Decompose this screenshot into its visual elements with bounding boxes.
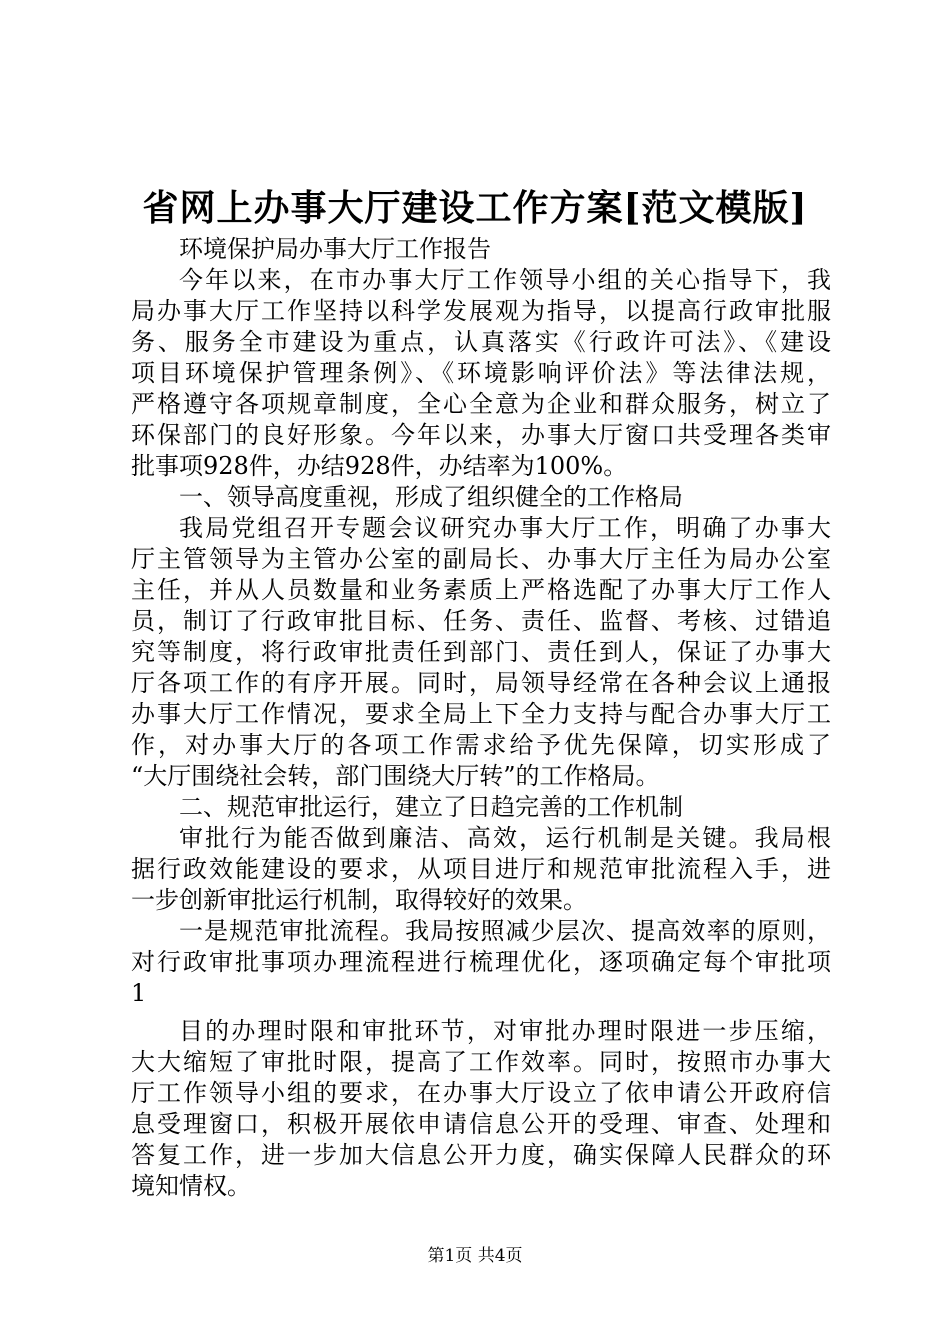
body-line: 今年以来，在市办事大厅工作领导小组的关心指导下，我 xyxy=(179,266,831,294)
body-line: 厅工作领导小组的要求，在办事大厅设立了依申请公开政府信 xyxy=(131,1079,831,1107)
body-line: 究等制度，将行政审批责任到部门、责任到人，保证了办事大 xyxy=(131,638,831,666)
body-line: 息受理窗口，积极开展依申请信息公开的受理、审查、处理和 xyxy=(131,1110,831,1138)
body-line: 员，制订了行政审批目标、任务、责任、监督、考核、过错追 xyxy=(131,607,831,635)
body-line: 二、规范审批运行，建立了日趋完善的工作机制 xyxy=(179,793,683,821)
body-line: 厅各项工作的有序开展。同时，局领导经常在各种会议上通报 xyxy=(131,669,831,697)
body-line: 厅主管领导为主管办公室的副局长、办事大厅主任为局办公室 xyxy=(131,545,831,573)
body-line: 项目环境保护管理条例》、《环境影响评价法》等法律法规， xyxy=(131,359,831,387)
body-line: 批事项928件，办结928件，办结率为100%。 xyxy=(131,452,628,480)
body-line: 目的办理时限和审批环节，对审批办理时限进一步压缩， xyxy=(179,1017,831,1045)
body-line: 1 xyxy=(131,979,147,1007)
body-line: 一步创新审批运行机制，取得较好的效果。 xyxy=(131,886,587,914)
body-line: 我局党组召开专题会议研究办事大厅工作，明确了办事大 xyxy=(179,514,831,542)
body-line: 一是规范审批流程。我局按照减少层次、提高效率的原则， xyxy=(179,917,831,945)
body-line: 办事大厅工作情况，要求全局上下全力支持与配合办事大厅工 xyxy=(131,700,831,728)
body-line: 大大缩短了审批时限，提高了工作效率。同时，按照市办事大 xyxy=(131,1048,831,1076)
body-line: 环境保护局办事大厅工作报告 xyxy=(179,235,491,263)
body-line: 据行政效能建设的要求，从项目进厅和规范审批流程入手，进 xyxy=(131,855,831,883)
body-line: 严格遵守各项规章制度，全心全意为企业和群众服务，树立了 xyxy=(131,390,831,418)
body-line: 作，对办事大厅的各项工作需求给予优先保障，切实形成了 xyxy=(131,731,831,759)
body-line: 审批行为能否做到廉洁、高效，运行机制是关键。我局根 xyxy=(179,824,831,852)
document-body xyxy=(131,234,831,1202)
body-line: 务、服务全市建设为重点，认真落实《行政许可法》、《建设 xyxy=(131,328,831,356)
body-line: 一、领导高度重视，形成了组织健全的工作格局 xyxy=(179,483,683,511)
body-line: “大厅围绕社会转，部门围绕大厅转”的工作格局。 xyxy=(131,762,660,790)
body-line: 答复工作，进一步加大信息公开力度，确实保障人民群众的环 xyxy=(131,1141,831,1169)
body-line: 局办事大厅工作坚持以科学发展观为指导，以提高行政审批服 xyxy=(131,297,831,325)
page-break-gap xyxy=(131,1009,831,1016)
body-line: 主任，并从人员数量和业务素质上严格选配了办事大厅工作人 xyxy=(131,576,831,604)
page-footer: 第1页 共4页 xyxy=(427,1246,523,1266)
body-line: 境知情权。 xyxy=(131,1172,251,1200)
document-title: 省网上办事大厅建设工作方案[范文模版] xyxy=(142,187,808,229)
body-line: 对行政审批事项办理流程进行梳理优化，逐项确定每个审批项 xyxy=(131,948,831,976)
body-line: 环保部门的良好形象。今年以来，办事大厅窗口共受理各类审 xyxy=(131,421,831,449)
